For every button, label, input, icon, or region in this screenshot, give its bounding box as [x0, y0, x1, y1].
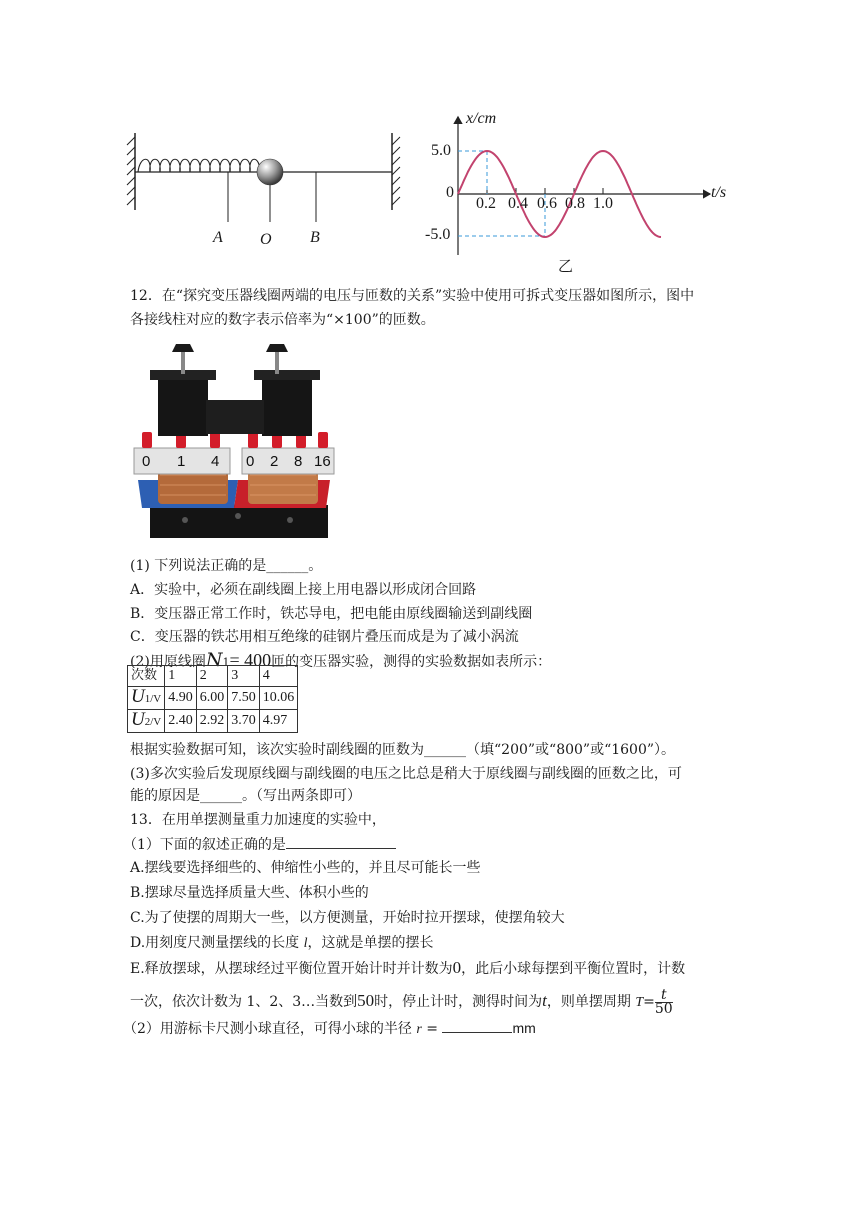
label-a: A: [213, 229, 223, 246]
q12-p3-line2: 能的原因是______。（写出两条即可）: [130, 788, 361, 804]
terminal-8: 8: [294, 453, 303, 470]
x-tick-1-0: 1.0: [593, 195, 613, 212]
q12-p2-question: 根据实验数据可知，该次实验时副线圈的匝数为______（填“200”或“800”或“1600”）。: [130, 742, 676, 758]
table-row: [128, 710, 298, 733]
table-cell: 10.06: [259, 687, 298, 710]
table-cell: 7.50: [228, 687, 260, 710]
q13-option-c: C.为了使摆的周期大一些，以方便测量，开始时拉开摆球，使摆角较大: [130, 910, 565, 926]
n1-symbol: N: [205, 649, 223, 671]
terminal-2: 2: [270, 453, 279, 470]
table-header-row: [128, 666, 298, 687]
q12-intro-line1: 12．在“探究变压器线圈两端的电压与匝数的关系”实验中使用可拆式变压器如图所示，图中: [130, 288, 695, 304]
table-header-cell: 2: [196, 666, 228, 687]
period-fraction: $\frac{t}{50}$: [654, 986, 673, 1017]
x-tick-0-8: 0.8: [565, 195, 585, 212]
row-label-u1: U1/V: [128, 687, 165, 710]
table-header-cell: 3: [228, 666, 260, 687]
figure-yi-graph: [440, 105, 740, 260]
q13-intro: 13．在用单摆测量重力加速度的实验中，: [130, 812, 386, 828]
x-tick-0-4: 0.4: [508, 195, 528, 212]
terminal-16: 16: [314, 453, 331, 470]
x-tick-0-2: 0.2: [476, 195, 496, 212]
transformer-photo: [130, 340, 338, 542]
q12-p1-stem: (1) 下列说法正确的是______。: [130, 558, 323, 574]
table-cell: 4.97: [259, 710, 298, 733]
terminal-4: 4: [211, 453, 220, 470]
q13-option-e-line2: 一次，依次计数为 1、2、3…当数到50时，停止计时，测得时间为t，则单摆周期 T= $\frac{t}{50}$: [130, 986, 673, 1017]
answer-blank[interactable]: [286, 834, 396, 849]
x-tick-0-6: 0.6: [537, 195, 557, 212]
table-row: [128, 687, 298, 710]
terminal-0-right: 0: [246, 453, 255, 470]
q13-p2: （2）用游标卡尺测小球直径，可得小球的半径 r = mm: [123, 1020, 536, 1037]
table-header-cell: 4: [259, 666, 298, 687]
y-tick-pos: 5.0: [431, 142, 451, 159]
q13-p1-stem: （1）下面的叙述正确的是: [123, 834, 396, 855]
q13-option-e-line1: E.释放摆球，从摆球经过平衡位置开始计时并计数为0，此后小球每摆到平衡位置时，计数: [130, 958, 686, 977]
y-tick-neg: -5.0: [425, 226, 451, 243]
q13-option-d: D.用刻度尺测量摆线的长度 l，这就是单摆的摆长: [130, 935, 434, 951]
figure-yi-caption: 乙: [558, 257, 574, 275]
origin-label: 0: [446, 184, 454, 201]
terminal-1: 1: [177, 453, 186, 470]
q13-option-b: B.摆球尽量选择质量大些、体积小些的: [130, 885, 369, 901]
terminal-0-left: 0: [142, 453, 151, 470]
x-axis-label: t/s: [711, 184, 727, 201]
table-cell: 3.70: [228, 710, 260, 733]
table-header-cell: 1: [165, 666, 197, 687]
table-cell: 2.40: [165, 710, 197, 733]
q12-p2-stem: (2)用原线圈N1= 400匝的变压器实验，测得的实验数据如表所示：: [130, 649, 552, 671]
q13-option-a: A.摆线要选择细些的、伸缩性小些的，并且尽可能长一些: [130, 860, 481, 876]
q12-option-a: A．实验中，必须在副线圈上接上用电器以形成闭合回路: [130, 582, 477, 598]
radius-answer-blank[interactable]: [442, 1018, 512, 1033]
row-label-u2: U2/V: [128, 710, 165, 733]
table-cell: 6.00: [196, 687, 228, 710]
q12-p3-line1: (3)多次实验后发现原线圈与副线圈的电压之比总是稍大于原线圈与副线圈的匝数之比，可: [130, 766, 682, 782]
label-o: O: [260, 231, 272, 248]
table-header-cell: 次数: [128, 666, 165, 687]
y-axis-label: x/cm: [466, 110, 497, 127]
table-cell: 4.90: [165, 687, 197, 710]
q12-option-c: C．变压器的铁芯用相互绝缘的硅钢片叠压而成是为了减小涡流: [130, 629, 519, 645]
label-b: B: [310, 229, 320, 246]
table-cell: 2.92: [196, 710, 228, 733]
q12-option-b: B．变压器正常工作时，铁芯导电，把电能由原线圈输送到副线圈: [130, 606, 533, 622]
voltage-data-table: [127, 665, 298, 733]
q12-intro-line2: 各接线柱对应的数字表示倍率为“×100”的匝数。: [130, 312, 435, 328]
